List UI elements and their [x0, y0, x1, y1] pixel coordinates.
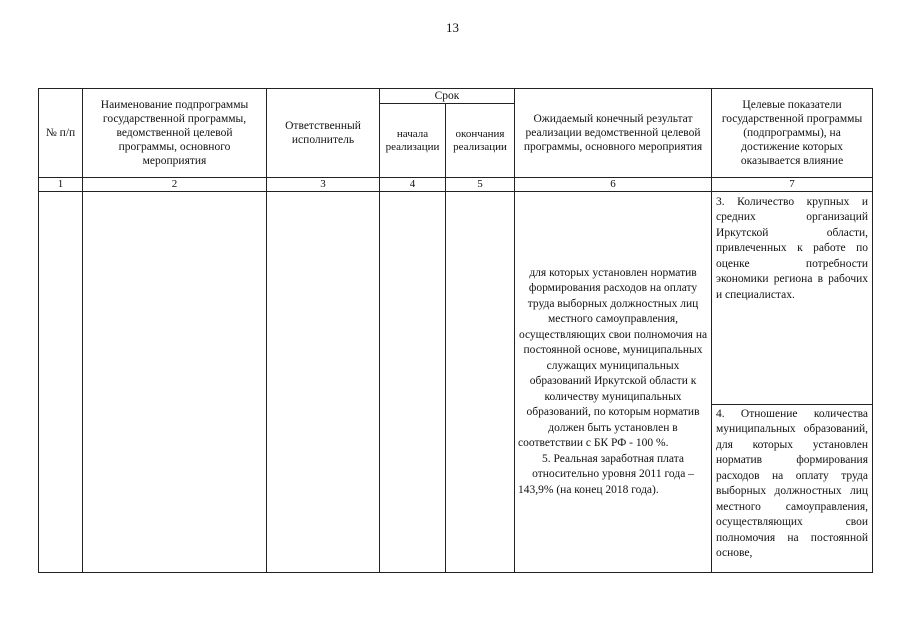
- cell-target-indicators: [712, 192, 873, 573]
- column-number-row: [39, 178, 873, 192]
- header-subprogram-name: Наименование подпрограммы государственной программы, ведомственной целевой программы, основного мероприятия: [83, 89, 267, 178]
- column-number: 2: [83, 178, 267, 192]
- header-expected-result: Ожидаемый конечный результат реализации ведомственной целевой программы, основного мероприятия: [515, 89, 712, 178]
- indicator-3: 3. Количество крупных и средних организаций Иркутской области, привлеченных к работе по оценке потребности экономики региона в рабочих и специалистах.: [712, 193, 872, 405]
- page-number: 13: [446, 20, 459, 35]
- column-number: 4: [380, 178, 446, 192]
- column-number: 1: [39, 178, 83, 192]
- header-end: окончания реализации: [446, 104, 515, 178]
- table-row: [39, 192, 873, 573]
- header-start: начала реализации: [380, 104, 446, 178]
- cell-end: [446, 192, 515, 573]
- expected-result-text-1: для которых установлен норматив формирования расходов на оплату труда выборных должностных лиц местного самоуправления, осуществляющих свои полномочия на постоянной основе, муниципальных служащих муниципальных образований Иркутской области к количеству муниципальных образований, по которым норматив должен быть установлен в соответствии с БК РФ - 100 %.: [518, 266, 708, 450]
- cell-start: [380, 192, 446, 573]
- column-number: 5: [446, 178, 515, 192]
- column-number: 6: [515, 178, 712, 192]
- expected-result-text-2: 5. Реальная заработная плата относительно уровня 2011 года – 143,9% (на конец 2018 года).: [518, 452, 694, 496]
- header-term: Срок: [380, 89, 515, 104]
- cell-expected-result: [515, 192, 712, 573]
- cell-number: [39, 192, 83, 573]
- column-number: 7: [712, 178, 873, 192]
- indicator-4: 4. Отношение количества муниципальных образований, для которых установлен норматив формирования расходов на оплату труда выборных должностных лиц местного самоуправления, осуществляющих свои полномочия на постоянной основе,: [716, 407, 869, 559]
- column-number: 3: [267, 178, 380, 192]
- header-responsible: Ответственный исполнитель: [267, 89, 380, 178]
- cell-subprogram-name: [83, 192, 267, 573]
- header-target-indicators: Целевые показатели государственной программы (подпрограммы), на достижение которых оказывается влияние: [712, 89, 873, 178]
- header-number: № п/п: [39, 89, 83, 178]
- program-table: [38, 88, 873, 573]
- cell-responsible: [267, 192, 380, 573]
